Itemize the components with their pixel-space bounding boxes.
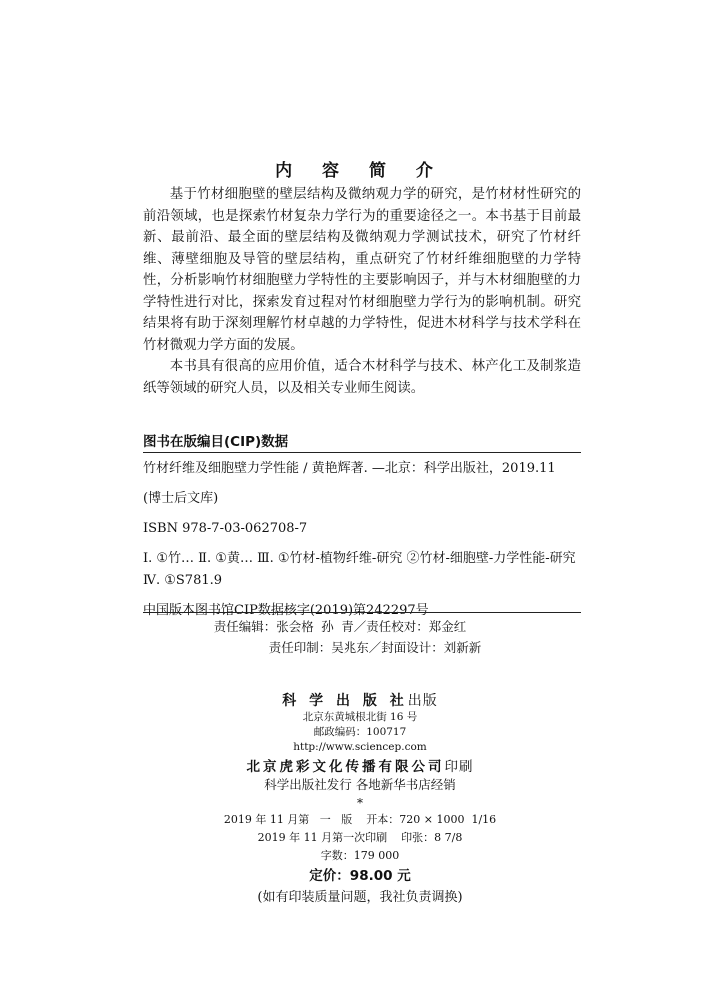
summary-paragraph-2: 本书具有很高的应用价值，适合木材科学与技术、林产化工及制浆造纸等领域的研究人员，以及相关专业师生阅读。 xyxy=(143,359,581,396)
publisher-postcode: 邮政编码：100717 xyxy=(313,726,407,738)
printer-name: 北京虎彩文化传播有限公司 xyxy=(246,759,445,775)
summary-title: 内 容 简 介 xyxy=(275,161,445,181)
publisher-name: 科 学 出 版 社 xyxy=(282,693,408,709)
publisher-website: http://www.sciencep.com xyxy=(293,741,427,753)
cip-record: 中国版本图书馆CIP数据核字(2019)第242297号 xyxy=(143,603,429,618)
credits-editors: 责任编辑：张会格 孙 青／责任校对：郑金红 xyxy=(213,619,467,634)
cip-top-rule xyxy=(143,452,581,453)
cip-heading: 图书在版编目(CIP)数据 xyxy=(143,434,289,450)
publisher-address: 北京东黄城根北街 16 号 xyxy=(302,711,418,723)
publisher-suffix: 出版 xyxy=(407,693,438,709)
cip-bottom-rule xyxy=(143,612,581,613)
quality-note: (如有印装质量问题，我社负责调换) xyxy=(257,890,463,905)
printer-suffix: 印刷 xyxy=(444,759,474,775)
credits-production: 责任印制：吴兆东／封面设计：刘新新 xyxy=(268,640,482,655)
cip-block xyxy=(143,458,581,622)
price-line: 定价：98.00 元 xyxy=(309,868,411,884)
printer-line xyxy=(0,755,720,775)
cip-title-line: 竹材纤维及细胞壁力学性能 / 黄艳辉著. —北京：科学出版社，2019.11 xyxy=(143,461,556,476)
publication-block xyxy=(0,690,720,909)
summary-section xyxy=(143,184,581,399)
cip-isbn: ISBN 978-7-03-062708-7 xyxy=(143,521,308,536)
credits-block xyxy=(0,616,720,658)
wordcount-line: 字数：179 000 xyxy=(320,849,400,862)
publisher-line xyxy=(0,690,720,710)
edition-line: 2019 年 11 月第 一 版 开本：720 × 1000 1/16 xyxy=(223,813,497,826)
cip-series: (博士后文库) xyxy=(143,491,219,506)
separator-star: * xyxy=(357,796,363,810)
printing-line: 2019 年 11 月第一次印刷 印张：8 7/8 xyxy=(257,831,463,844)
cip-classification: Ⅰ. ①竹… Ⅱ. ①黄… Ⅲ. ①竹材-植物纤维-研究 ②竹材-细胞壁-力学性能-研究 Ⅳ. ①S781.9 xyxy=(143,551,576,588)
distribution-line: 科学出版社发行 各地新华书店经销 xyxy=(264,777,456,792)
summary-paragraph-1: 基于竹材细胞壁的壁层结构及微纳观力学的研究，是竹材材性研究的前沿领域，也是探索竹材复杂力学行为的重要途径之一。本书基于目前最新、最前沿、最全面的壁层结构及微纳观力学测试技术，研究了竹材纤维、薄壁细胞及导管的壁层结构，重点研究了竹材纤维细胞壁的力学特性，分析影响竹材细胞壁力学特性的主要影响因子，并与木材细胞壁的力学特性进行对比，探索发育过程对竹材细胞壁力学行为的影响机制。研究结果将有助于深刻理解竹材卓越的力学特性，促进木材科学与技术学科在竹材微观力学方面的发展。 xyxy=(143,187,581,353)
